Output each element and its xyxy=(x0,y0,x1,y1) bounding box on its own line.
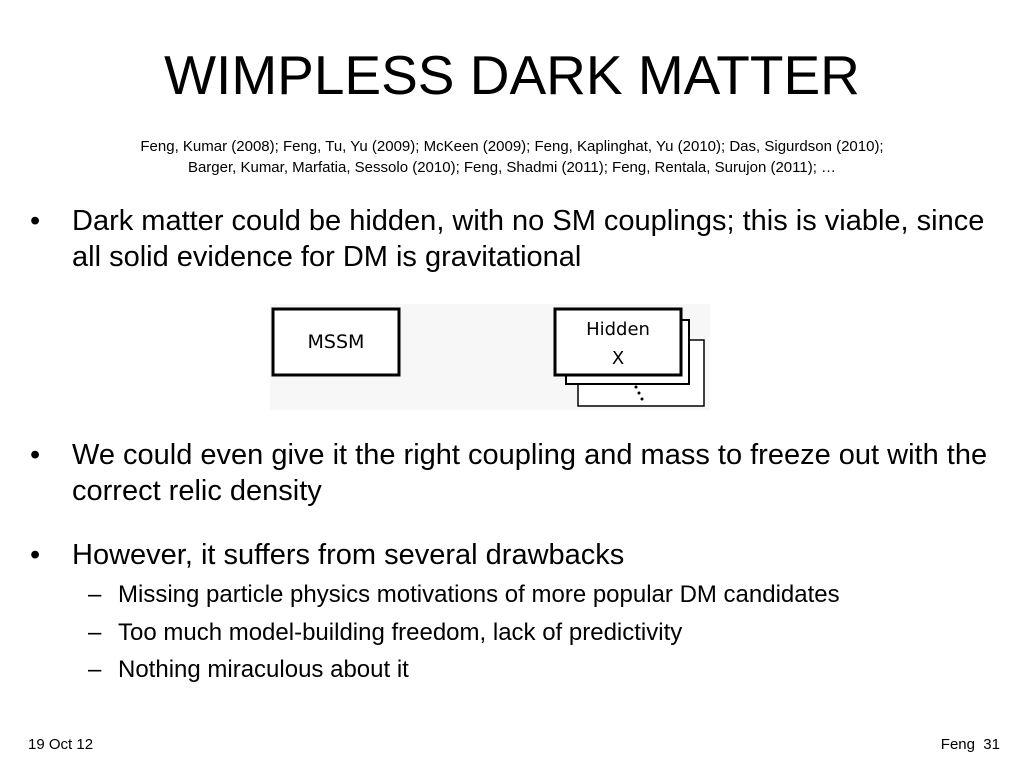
bullet-text: We could even give it the right coupling and mass to freeze out with the correct relic density xyxy=(72,439,988,507)
bullet-marker: • xyxy=(30,439,41,471)
sub-bullet-item-3 xyxy=(88,655,988,685)
page-title: WIMPLESS DARK MATTER xyxy=(164,44,860,106)
reference-line-1: Feng, Kumar (2008); Feng, Tu, Yu (2009); McKeen (2009); Feng, Kaplinghat, Yu (2010); Das, Sigurdson (2010); xyxy=(140,138,884,155)
sub-bullet-marker: – xyxy=(88,656,102,683)
sub-bullet-marker: – xyxy=(88,581,102,608)
references xyxy=(0,136,1024,178)
bullet-marker: • xyxy=(30,205,41,237)
bullet-marker: • xyxy=(30,539,41,571)
hidden-sector-diagram xyxy=(270,304,710,410)
hidden-label-line-1: Hidden xyxy=(586,319,650,340)
footer-page-number: Feng 31 xyxy=(940,736,1000,753)
sub-bullet-text: Too much model-building freedom, lack of predictivity xyxy=(118,619,683,646)
bullet-text: However, it suffers from several drawbacks xyxy=(72,539,625,571)
reference-line-2: Barger, Kumar, Marfatia, Sessolo (2010); Feng, Shadmi (2011); Feng, Rentala, Surujon (2011); … xyxy=(187,159,837,176)
bullet-text: Dark matter could be hidden, with no SM couplings; this is viable, since all solid evidence for DM is gravitational xyxy=(72,205,985,273)
bullet-item-1 xyxy=(30,203,990,275)
bullet-item-3 xyxy=(30,537,990,573)
sub-bullet-item-2 xyxy=(88,618,988,648)
hidden-label-line-2: X xyxy=(611,348,625,369)
sub-bullet-marker: – xyxy=(88,619,102,646)
bullet-item-2 xyxy=(30,437,990,509)
sub-bullet-text: Nothing miraculous about it xyxy=(118,656,409,683)
sub-bullet-text: Missing particle physics motivations of more popular DM candidates xyxy=(118,581,840,608)
mssm-label: MSSM xyxy=(307,331,365,353)
sub-bullet-item-1 xyxy=(88,580,988,610)
footer-date: 19 Oct 12 xyxy=(28,736,94,753)
